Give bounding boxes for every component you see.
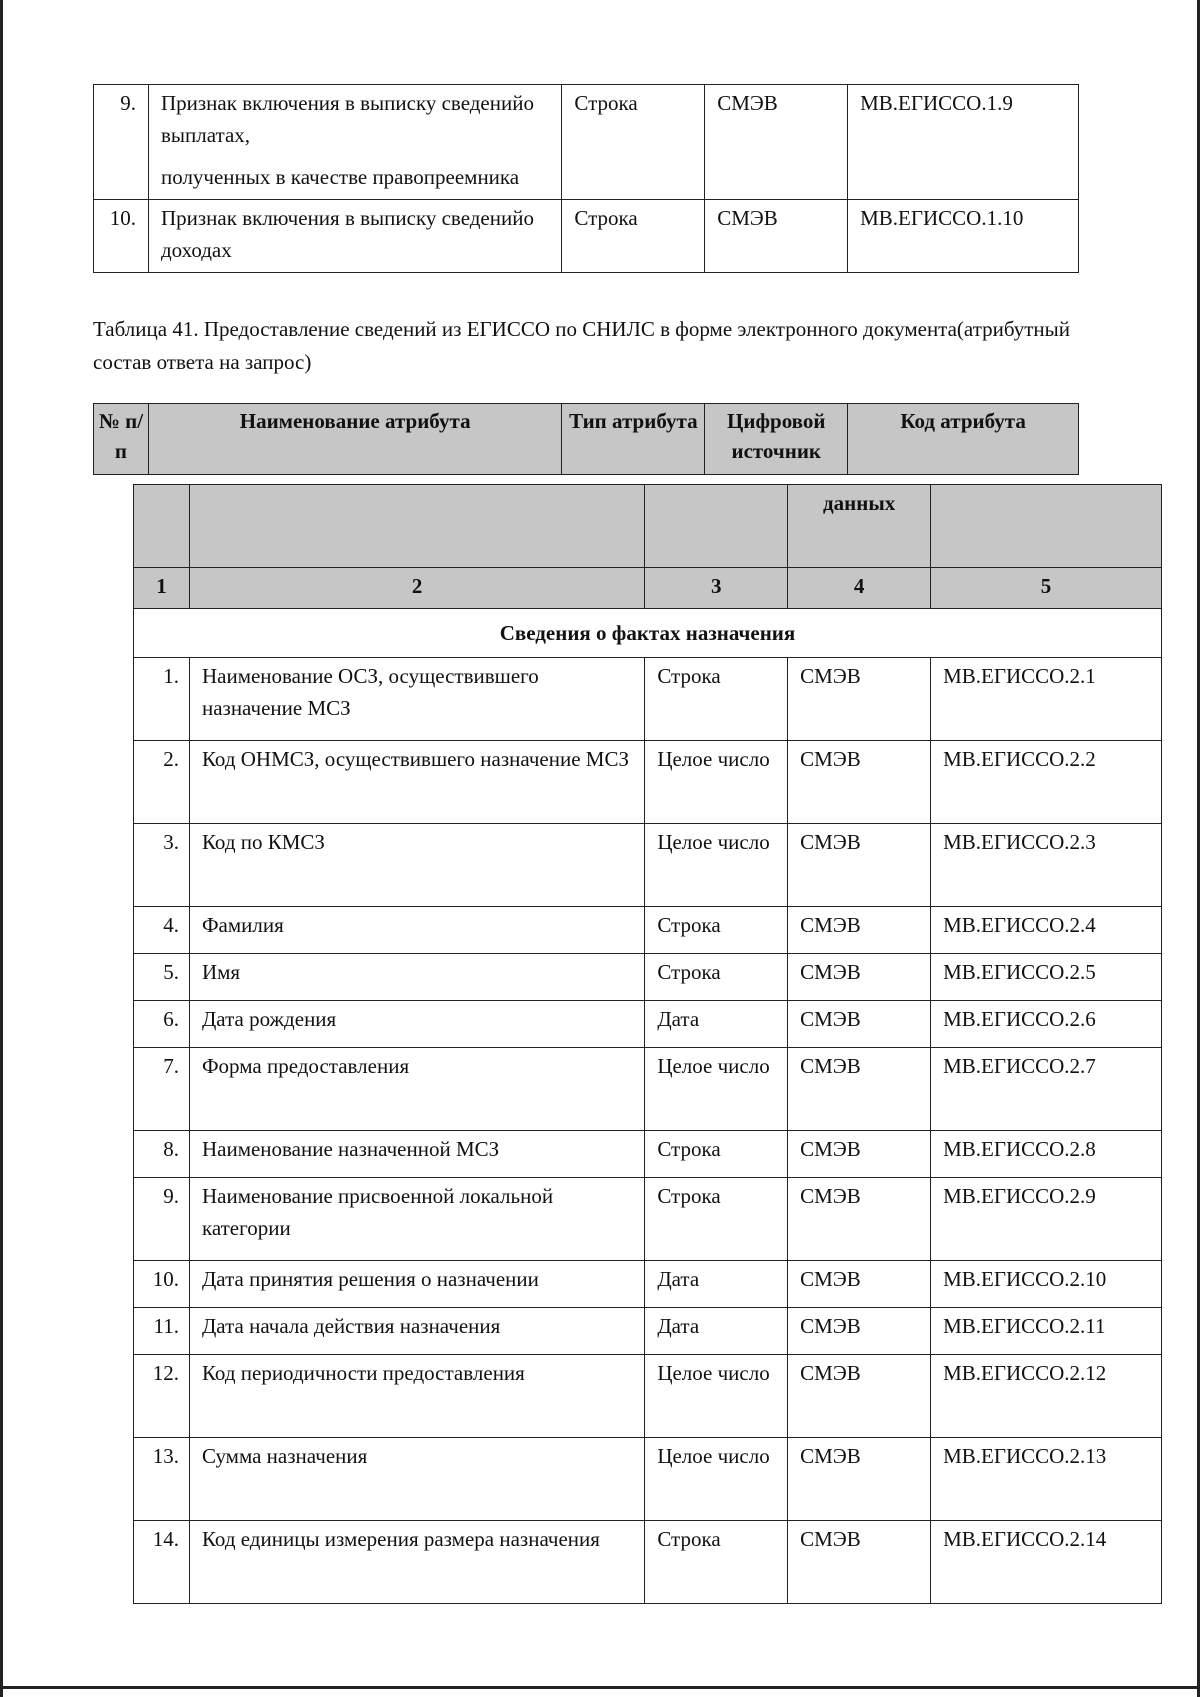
attribute-code: МВ.ЕГИССО.1.9 <box>848 85 1079 200</box>
attribute-name <box>148 85 561 200</box>
row-number: 11. <box>134 1308 190 1355</box>
header-source: Цифровой источник <box>705 404 848 475</box>
data-source: СМЭВ <box>788 1001 931 1048</box>
data-source: СМЭВ <box>788 1048 931 1131</box>
column-number: 5 <box>931 568 1162 609</box>
attribute-type: Строка <box>645 658 788 741</box>
table-row <box>94 200 1079 273</box>
attribute-name: Наименование присвоенной локальной категории <box>189 1178 644 1261</box>
row-number: 12. <box>134 1355 190 1438</box>
table-row <box>134 741 1162 824</box>
attribute-type: Строка <box>645 1521 788 1604</box>
data-source: СМЭВ <box>788 1261 931 1308</box>
page-border-left <box>0 0 3 1697</box>
attribute-name: Наименование назначенной МСЗ <box>189 1131 644 1178</box>
table-row <box>134 1048 1162 1131</box>
attribute-type: Дата <box>645 1261 788 1308</box>
data-source: СМЭВ <box>788 1308 931 1355</box>
data-source: СМЭВ <box>788 658 931 741</box>
attribute-code: МВ.ЕГИССО.2.7 <box>931 1048 1162 1131</box>
row-number: 8. <box>134 1131 190 1178</box>
attributes-table <box>133 484 1162 1604</box>
row-number: 7. <box>134 1048 190 1131</box>
data-source: СМЭВ <box>788 1131 931 1178</box>
section-row <box>134 609 1162 658</box>
row-number: 6. <box>134 1001 190 1048</box>
row-number: 9. <box>94 85 149 200</box>
attribute-code: МВ.ЕГИССО.2.13 <box>931 1438 1162 1521</box>
data-source: СМЭВ <box>788 1438 931 1521</box>
attribute-type: Целое число <box>645 1048 788 1131</box>
column-number: 1 <box>134 568 190 609</box>
table-row <box>134 658 1162 741</box>
header-type: Тип атрибута <box>562 404 705 475</box>
data-source: СМЭВ <box>788 824 931 907</box>
page-border-bottom <box>0 1686 1200 1689</box>
attribute-code: МВ.ЕГИССО.2.2 <box>931 741 1162 824</box>
attribute-name-line: Признак включения в выписку сведенийо выплатах, <box>160 91 534 147</box>
table-row <box>94 85 1079 200</box>
data-source: СМЭВ <box>788 741 931 824</box>
attribute-code: МВ.ЕГИССО.2.10 <box>931 1261 1162 1308</box>
attribute-type: Строка <box>645 954 788 1001</box>
attribute-code: МВ.ЕГИССО.1.10 <box>848 200 1079 273</box>
attribute-type: Целое число <box>645 741 788 824</box>
attribute-type: Строка <box>645 1131 788 1178</box>
data-source: СМЭВ <box>705 200 848 273</box>
attribute-name: Дата начала действия назначения <box>189 1308 644 1355</box>
attribute-type: Строка <box>645 1178 788 1261</box>
attribute-code: МВ.ЕГИССО.2.12 <box>931 1355 1162 1438</box>
attribute-code: МВ.ЕГИССО.2.9 <box>931 1178 1162 1261</box>
table-row <box>134 1261 1162 1308</box>
row-number: 3. <box>134 824 190 907</box>
attribute-name: Код ОНМСЗ, осуществившего назначение МСЗ <box>189 741 644 824</box>
attribute-type: Строка <box>645 907 788 954</box>
data-source: СМЭВ <box>705 85 848 200</box>
row-number: 10. <box>134 1261 190 1308</box>
header-source-continuation: данных <box>788 485 931 568</box>
attribute-code: МВ.ЕГИССО.2.4 <box>931 907 1162 954</box>
table-row <box>134 1355 1162 1438</box>
row-number: 9. <box>134 1178 190 1261</box>
data-source: СМЭВ <box>788 1178 931 1261</box>
header-table <box>93 403 1079 475</box>
header-num: № п/п <box>94 404 149 475</box>
attribute-name: Имя <box>189 954 644 1001</box>
table-row <box>134 907 1162 954</box>
attribute-type: Строка <box>562 85 705 200</box>
attribute-type: Целое число <box>645 1355 788 1438</box>
data-source: СМЭВ <box>788 1521 931 1604</box>
attribute-type: Строка <box>562 200 705 273</box>
attribute-type: Дата <box>645 1001 788 1048</box>
row-number: 4. <box>134 907 190 954</box>
table-row <box>134 1521 1162 1604</box>
row-number: 10. <box>94 200 149 273</box>
attribute-name: Код по КМСЗ <box>189 824 644 907</box>
row-number: 5. <box>134 954 190 1001</box>
attribute-name: Наименование ОСЗ, осуществившего назначение МСЗ <box>189 658 644 741</box>
attribute-name: Код единицы измерения размера назначения <box>189 1521 644 1604</box>
attribute-name-line: полученных в качестве правопреемника <box>160 165 520 189</box>
table-row <box>134 824 1162 907</box>
attribute-name: Сумма назначения <box>189 1438 644 1521</box>
attribute-name: Признак включения в выписку сведенийо доходах <box>148 200 561 273</box>
data-source: СМЭВ <box>788 907 931 954</box>
attribute-type: Дата <box>645 1308 788 1355</box>
attribute-code: МВ.ЕГИССО.2.11 <box>931 1308 1162 1355</box>
table-row <box>134 1308 1162 1355</box>
table-caption: Таблица 41. Предоставление сведений из ЕГИССО по СНИЛС в форме электронного документа(атрибутный состав ответа на запрос) <box>93 317 1071 374</box>
attribute-type: Целое число <box>645 824 788 907</box>
column-number: 2 <box>189 568 644 609</box>
data-source: СМЭВ <box>788 1355 931 1438</box>
row-number: 1. <box>134 658 190 741</box>
attribute-name: Дата рождения <box>189 1001 644 1048</box>
table-row <box>134 1178 1162 1261</box>
attribute-code: МВ.ЕГИССО.2.1 <box>931 658 1162 741</box>
row-number: 13. <box>134 1438 190 1521</box>
table-row <box>134 1001 1162 1048</box>
attribute-code: МВ.ЕГИССО.2.8 <box>931 1131 1162 1178</box>
header-code: Код атрибута <box>848 404 1079 475</box>
row-number: 14. <box>134 1521 190 1604</box>
row-number: 2. <box>134 741 190 824</box>
attribute-code: МВ.ЕГИССО.2.3 <box>931 824 1162 907</box>
attribute-name: Форма предоставления <box>189 1048 644 1131</box>
table-row <box>134 1438 1162 1521</box>
attribute-code: МВ.ЕГИССО.2.5 <box>931 954 1162 1001</box>
attribute-code: МВ.ЕГИССО.2.6 <box>931 1001 1162 1048</box>
attribute-name: Дата принятия решения о назначении <box>189 1261 644 1308</box>
table-row <box>134 1131 1162 1178</box>
header-name: Наименование атрибута <box>148 404 561 475</box>
continuation-table <box>93 84 1079 273</box>
attribute-code: МВ.ЕГИССО.2.14 <box>931 1521 1162 1604</box>
data-source: СМЭВ <box>788 954 931 1001</box>
column-number: 4 <box>788 568 931 609</box>
section-title: Сведения о фактах назначения <box>134 609 1162 658</box>
column-number: 3 <box>645 568 788 609</box>
attribute-name: Фамилия <box>189 907 644 954</box>
attribute-type: Целое число <box>645 1438 788 1521</box>
table-row <box>134 954 1162 1001</box>
column-number-row <box>134 568 1162 609</box>
header-continuation-row <box>134 485 1162 568</box>
attribute-name: Код периодичности предоставления <box>189 1355 644 1438</box>
